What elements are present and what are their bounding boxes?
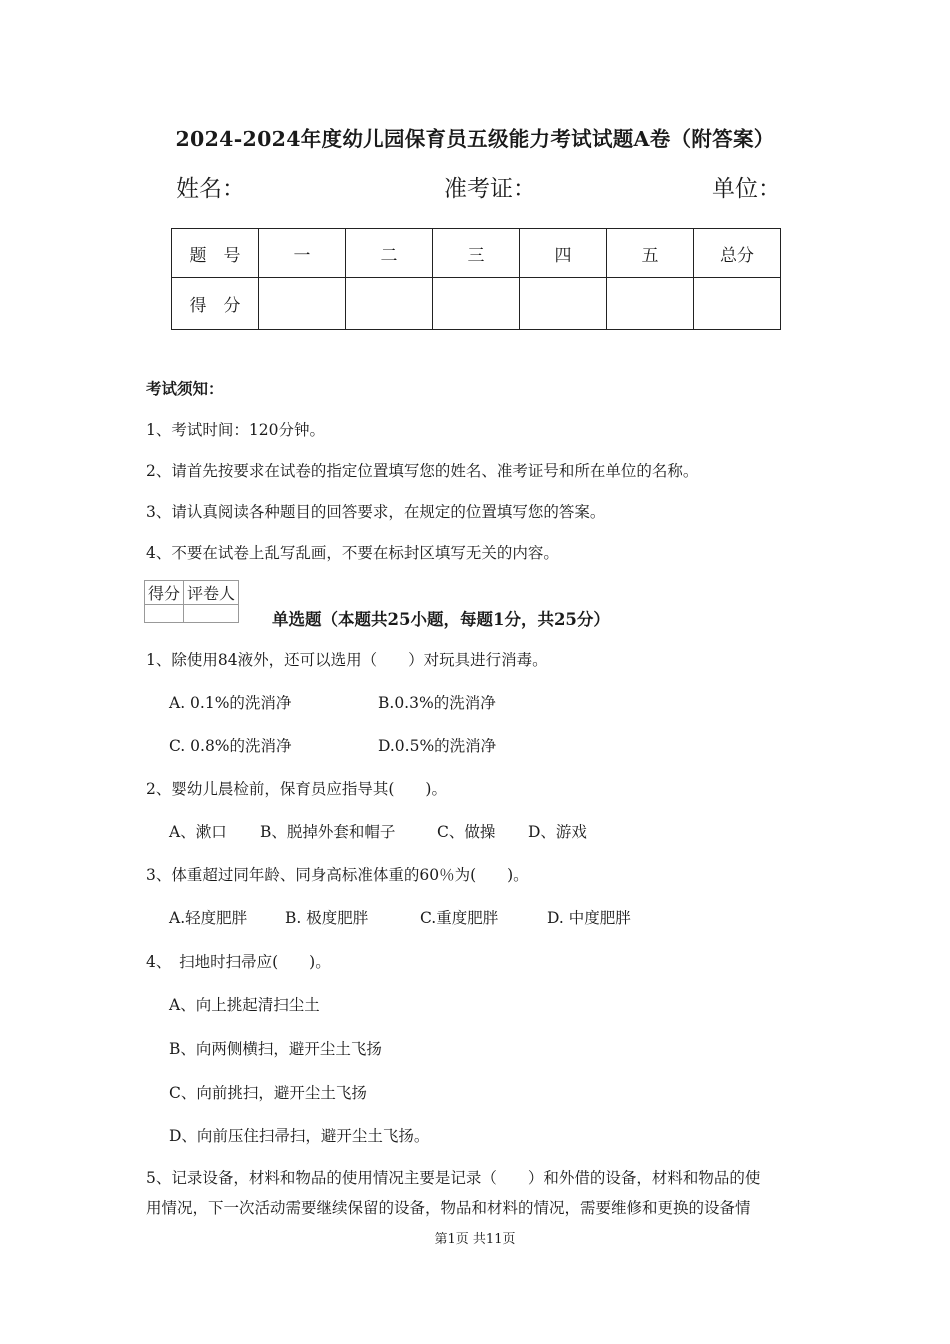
score-input-cell[interactable] bbox=[259, 278, 346, 330]
question-stem-line: 用情况，下一次活动需要继续保留的设备，物品和材料的情况，需要维修和更换的设备情 bbox=[146, 1199, 751, 1217]
score-table-cell: 五 bbox=[607, 229, 694, 278]
option-a: A、漱口 bbox=[169, 823, 227, 841]
unit-field-label: 单位： bbox=[712, 176, 781, 202]
grader-name-input[interactable] bbox=[184, 605, 239, 623]
score-input-cell[interactable] bbox=[520, 278, 607, 330]
score-table-cell: 四 bbox=[520, 229, 607, 278]
score-table-cell: 题 号 bbox=[172, 229, 259, 278]
option-c: C.重度肥胖 bbox=[420, 909, 499, 927]
question-stem: 2、婴幼儿晨检前，保育员应指导其( )。 bbox=[146, 780, 447, 798]
option-d: D、游戏 bbox=[528, 823, 587, 841]
page-footer: 第1页 共11页 bbox=[434, 1232, 516, 1247]
score-table-cell: 一 bbox=[259, 229, 346, 278]
grader-score-input[interactable] bbox=[145, 605, 184, 623]
score-input-cell[interactable] bbox=[346, 278, 433, 330]
grader-score-label: 得分 bbox=[145, 581, 184, 605]
option-c: C. 0.8%的洗消净 bbox=[169, 737, 292, 755]
exam-id-field-label: 准考证： bbox=[444, 176, 536, 202]
score-input-cell[interactable] bbox=[694, 278, 781, 330]
notice-heading: 考试须知： bbox=[146, 379, 224, 398]
score-table-header-row bbox=[172, 229, 781, 278]
option-b: B、向两侧横扫，避开尘土飞扬 bbox=[169, 1040, 382, 1058]
notice-item: 4、不要在试卷上乱写乱画，不要在标封区填写无关的内容。 bbox=[146, 544, 559, 562]
score-table-cell: 二 bbox=[346, 229, 433, 278]
score-table-row-label: 得 分 bbox=[172, 278, 259, 330]
grader-name-label: 评卷人 bbox=[184, 581, 239, 605]
option-c: C、向前挑扫，避开尘土飞扬 bbox=[169, 1084, 367, 1102]
score-input-cell[interactable] bbox=[433, 278, 520, 330]
option-a: A、向上挑起清扫尘土 bbox=[169, 996, 320, 1014]
notice-item: 3、请认真阅读各种题目的回答要求，在规定的位置填写您的答案。 bbox=[146, 503, 606, 521]
section-title: 单选题（本题共25小题，每题1分，共25分） bbox=[272, 610, 610, 629]
option-d: D. 中度肥胖 bbox=[547, 909, 631, 927]
question-stem-line: 5、记录设备，材料和物品的使用情况主要是记录（ ）和外借的设备，材料和物品的使 bbox=[146, 1169, 761, 1187]
option-c: C、做操 bbox=[437, 823, 496, 841]
score-table-cell: 总分 bbox=[694, 229, 781, 278]
question-stem: 4、 扫地时扫帚应( )。 bbox=[146, 953, 331, 971]
grader-box bbox=[144, 580, 239, 623]
option-a: A. 0.1%的洗消净 bbox=[169, 694, 292, 712]
question-stem: 3、体重超过同年龄、同身高标准体重的60％为( )。 bbox=[146, 866, 529, 884]
name-field-label: 姓名： bbox=[176, 176, 245, 202]
notice-item: 1、考试时间：120分钟。 bbox=[146, 421, 325, 439]
option-d: D.0.5%的洗消净 bbox=[378, 737, 497, 755]
score-table bbox=[171, 228, 781, 330]
option-d: D、向前压住扫帚扫，避开尘土飞扬。 bbox=[169, 1127, 430, 1145]
document-title: 2024-2024年度幼儿园保育员五级能力考试试题A卷（附答案） bbox=[175, 127, 775, 151]
notice-item: 2、请首先按要求在试卷的指定位置填写您的姓名、准考证号和所在单位的名称。 bbox=[146, 462, 699, 480]
option-b: B. 极度肥胖 bbox=[285, 909, 369, 927]
option-a: A.轻度肥胖 bbox=[169, 909, 248, 927]
score-input-cell[interactable] bbox=[607, 278, 694, 330]
question-stem: 1、除使用84液外，还可以选用（ ）对玩具进行消毒。 bbox=[146, 651, 548, 669]
option-b: B.0.3%的洗消净 bbox=[378, 694, 496, 712]
score-table-cell: 三 bbox=[433, 229, 520, 278]
score-table-score-row bbox=[172, 278, 781, 330]
option-b: B、脱掉外套和帽子 bbox=[260, 823, 396, 841]
